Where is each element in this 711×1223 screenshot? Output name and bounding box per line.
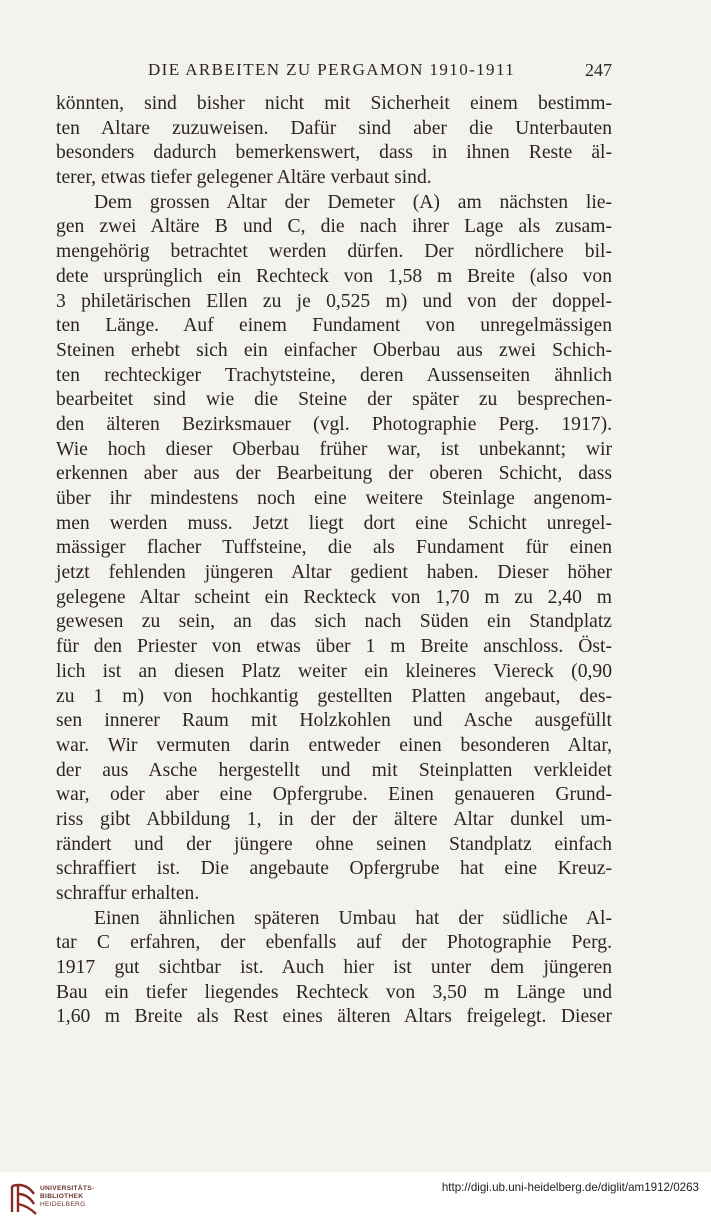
text-line: men werden muss. Jetzt liegt dort eine Schicht unregel- [56, 512, 612, 534]
text-line: riss gibt Abbildung 1, in der der ältere Altar dunkel um- [56, 808, 612, 830]
text-line: Dem grossen Altar der Demeter (A) am nächsten lie- [94, 191, 612, 213]
text-line: besonders dadurch bemerkenswert, dass in ihnen Reste äl- [56, 142, 612, 164]
text-line: der aus Asche hergestellt und mit Steinplatten verkleidet [56, 759, 612, 781]
text-line: Einen ähnlichen späteren Umbau hat der südliche Al- [94, 907, 612, 929]
library-name-line3: HEIDELBERG [40, 1201, 86, 1208]
library-name[interactable] [40, 1185, 94, 1209]
text-line: rändert und der jüngere ohne seinen Standplatz einfach [56, 833, 612, 855]
text-line: für den Priester von etwas über 1 m Breite anschloss. Öst- [56, 636, 612, 658]
text-line: ten Länge. Auf einem Fundament von unregelmässigen [56, 315, 612, 337]
text-line: Steinen erhebt sich ein einfacher Oberbau aus zwei Schich- [56, 339, 612, 361]
text-line: 1,60 m Breite als Rest eines älteren Altars freigelegt. Dieser [56, 1006, 612, 1028]
page-number: 247 [585, 60, 612, 80]
text-line: ten Altare zuzuweisen. Dafür sind aber die Unterbauten [56, 117, 612, 139]
body-text [56, 92, 612, 1030]
text-line: Bau ein tiefer liegendes Rechteck von 3,50 m Länge und [56, 981, 612, 1003]
text-line: gelegene Altar scheint ein Reckteck von 1,70 m zu 2,40 m [56, 586, 612, 608]
text-line: war. Wir vermuten darin entweder einen besonderen Altar, [56, 734, 612, 756]
text-line: sen innerer Raum mit Holzkohlen und Asche ausgefüllt [56, 710, 612, 732]
text-line: dete ursprünglich ein Rechteck von 1,58 m Breite (also von [56, 265, 612, 287]
text-line: 1917 gut sichtbar ist. Auch hier ist unter dem jüngeren [56, 957, 612, 979]
running-head [60, 60, 612, 88]
library-name-line2: BIBLIOTHEK [40, 1193, 84, 1200]
text-line: schraffur erhalten. [56, 883, 200, 904]
text-line: lich ist an diesen Platz weiter ein kleineres Viereck (0,90 [56, 660, 612, 682]
source-url-link[interactable]: http://digi.ub.uni-heidelberg.de/diglit/am1912/0263 [441, 1181, 699, 1194]
text-line: könnten, sind bisher nicht mit Sicherheit einem bestimm- [56, 93, 612, 114]
text-line: jetzt fehlenden jüngeren Altar gedient haben. Dieser höher [56, 562, 612, 584]
text-line: gewesen zu sein, an das sich nach Süden ein Standplatz [56, 611, 612, 633]
text-line: mässiger flacher Tuffsteine, die als Fundament für einen [56, 537, 612, 559]
text-line: 3 philetärischen Ellen zu je 0,525 m) und von der doppel- [56, 290, 612, 312]
text-line: terer, etwas tiefer gelegener Altäre verbaut sind. [56, 167, 432, 189]
footer-bar [0, 1172, 711, 1223]
text-line: zu 1 m) von hochkantig gestellten Platten angebaut, des- [56, 685, 612, 707]
library-name-line1: UNIVERSITÄTS- [40, 1185, 95, 1192]
text-line: mengehörig betrachtet werden dürfen. Der nördlichere bil- [56, 241, 612, 263]
text-line: bearbeitet sind wie die Steine der später zu besprechen- [56, 389, 612, 411]
text-line: war, oder aber eine Opfergrube. Einen genaueren Grund- [56, 784, 612, 806]
text-line: erkennen aber aus der Bearbeitung der oberen Schicht, dass [56, 463, 612, 485]
text-line: über ihr mindestens noch eine weitere Steinlage angenom- [56, 488, 612, 509]
running-title: DIE ARBEITEN ZU PERGAMON 1910-1911 [148, 60, 516, 79]
text-line: gen zwei Altäre B und C, die nach ihrer Lage als zusam- [56, 216, 612, 238]
library-logo-graphic [6, 1180, 42, 1218]
text-line: Wie hoch dieser Oberbau früher war, ist unbekannt; wir [56, 438, 612, 460]
library-logo-icon[interactable] [6, 1180, 42, 1218]
text-line: ten rechteckiger Trachytsteine, deren Aussenseiten ähnlich [56, 364, 612, 386]
text-line: den älteren Bezirksmauer (vgl. Photographie Perg. 1917). [56, 413, 612, 435]
text-line: schraffiert ist. Die angebaute Opfergrube hat eine Kreuz- [56, 858, 612, 880]
text-line: tar C erfahren, der ebenfalls auf der Photographie Perg. [56, 932, 612, 954]
